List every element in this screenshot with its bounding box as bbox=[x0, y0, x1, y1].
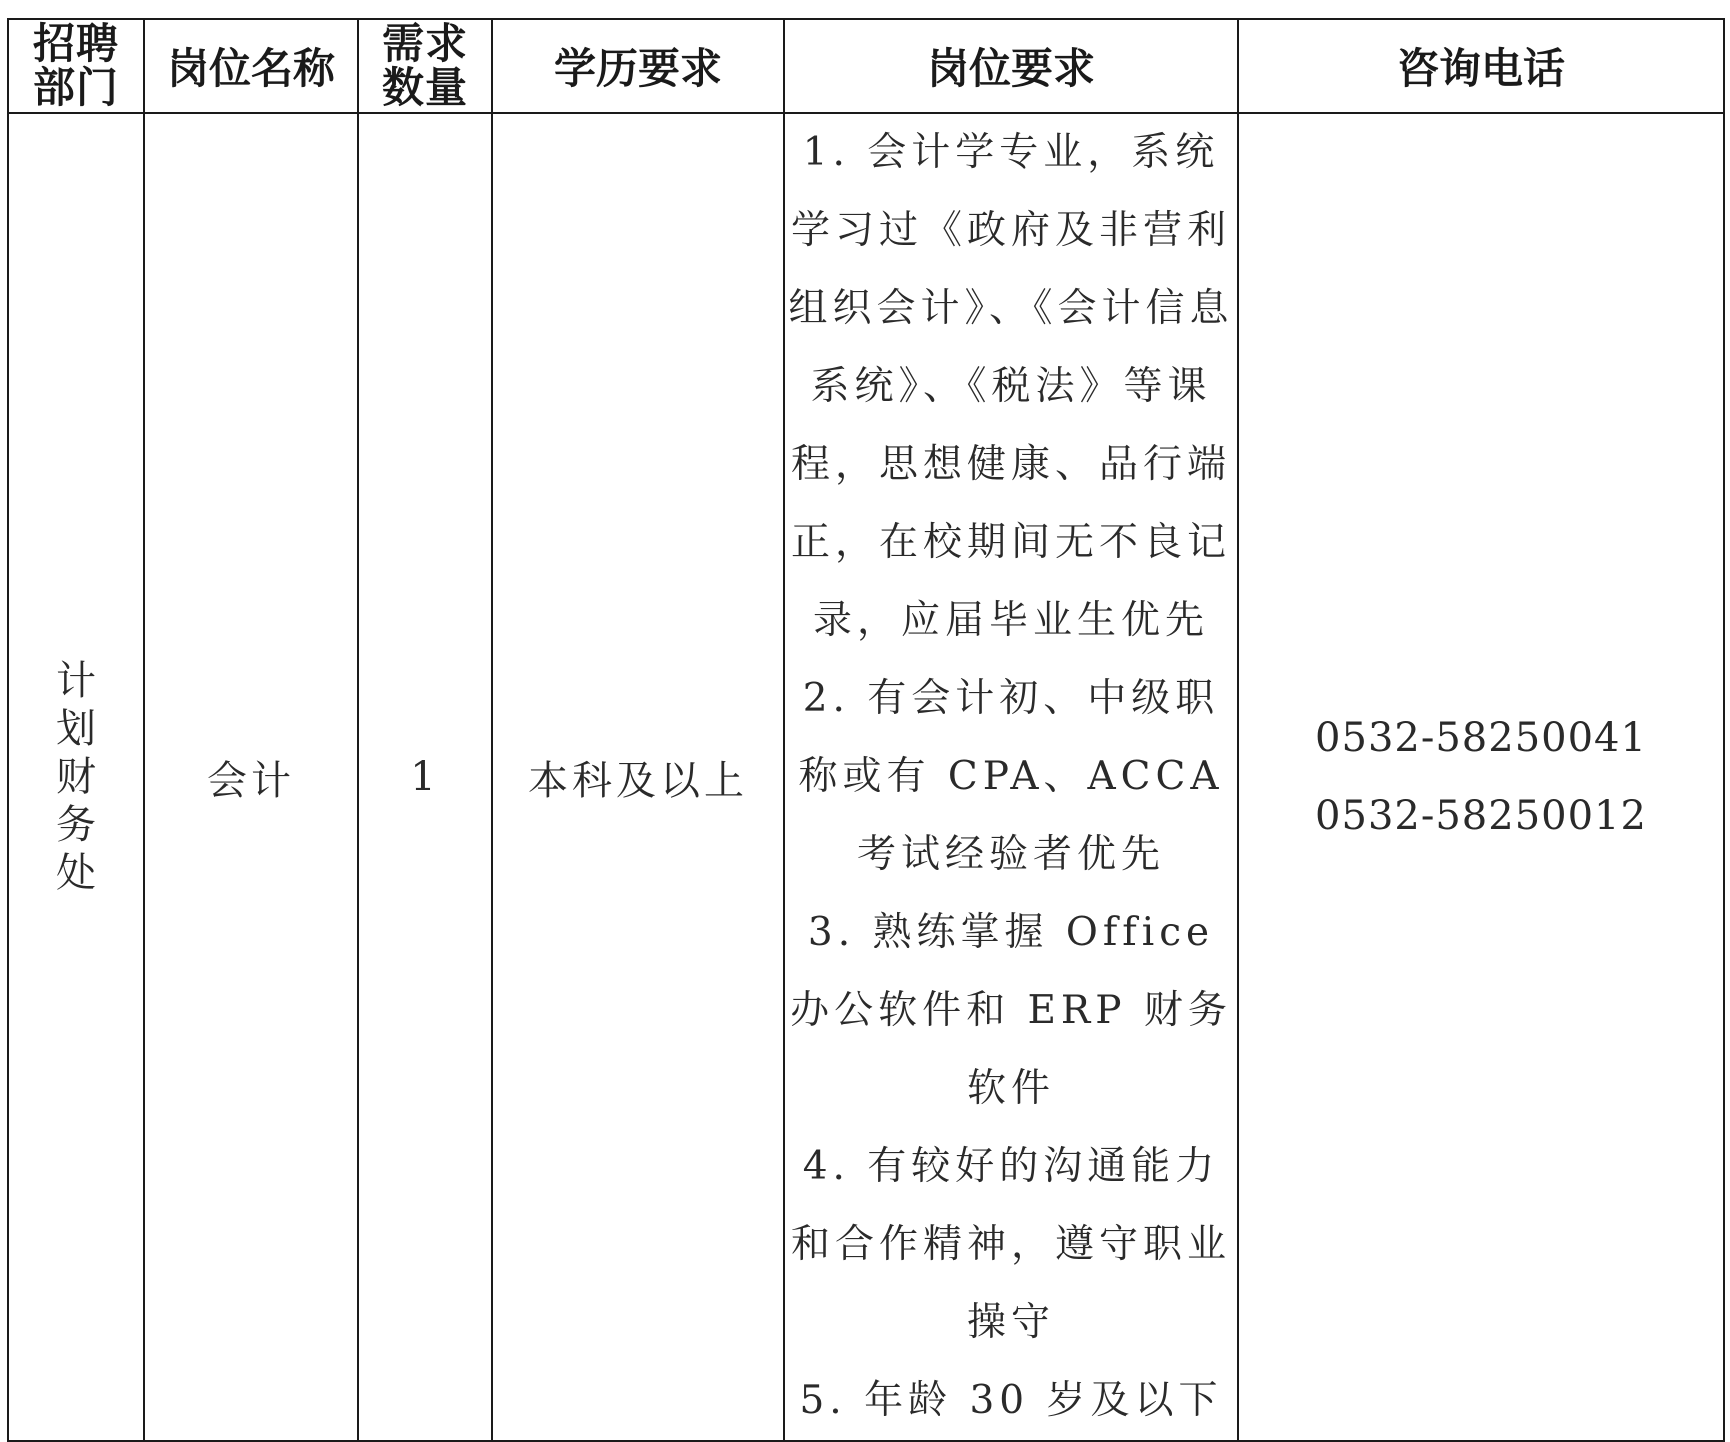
recruitment-table bbox=[7, 18, 1725, 1442]
header-requirements: 岗位要求 bbox=[784, 19, 1238, 113]
table-header-row bbox=[8, 19, 1724, 113]
department-char: 务 bbox=[56, 802, 96, 848]
table-row bbox=[8, 113, 1724, 1441]
cell-phone bbox=[1238, 113, 1724, 1441]
department-char: 计 bbox=[56, 658, 96, 704]
position-value: 会计 bbox=[207, 757, 295, 804]
department-char: 划 bbox=[56, 706, 96, 752]
phone-number: 0532-58250041 bbox=[1315, 715, 1647, 761]
department-vertical-text bbox=[52, 657, 100, 897]
cell-quantity bbox=[358, 113, 492, 1441]
phone-number: 0532-58250012 bbox=[1315, 793, 1647, 839]
cell-position bbox=[144, 113, 358, 1441]
department-char: 财 bbox=[56, 754, 96, 800]
recruitment-table-container bbox=[7, 18, 1723, 1442]
requirement-item: 5. 年龄 30 岁及以下 bbox=[799, 1378, 1223, 1423]
requirement-item: 1. 会计学专业，系统学习过《政府及非营利组织会计》、《会计信息系统》、《税法》等课程，思想健康、品行端正，在校期间无不良记录，应届毕业生优先 bbox=[788, 130, 1234, 643]
header-education: 学历要求 bbox=[492, 19, 784, 113]
header-position: 岗位名称 bbox=[144, 19, 358, 113]
requirement-item: 3. 熟练掌握 Office 办公软件和 ERP 财务软件 bbox=[790, 910, 1232, 1111]
cell-department bbox=[8, 113, 144, 1441]
header-department bbox=[8, 19, 144, 113]
requirement-item: 4. 有较好的沟通能力和合作精神，遵守职业操守 bbox=[790, 1144, 1231, 1345]
header-quantity bbox=[358, 19, 492, 113]
requirement-item: 2. 有会计初、中级职称或有 CPA、ACCA 考试经验者优先 bbox=[798, 676, 1224, 877]
header-quantity-line2: 数量 bbox=[381, 63, 468, 112]
header-phone: 咨询电话 bbox=[1238, 19, 1724, 113]
department-char: 处 bbox=[56, 850, 96, 896]
cell-requirements bbox=[784, 113, 1238, 1441]
quantity-value: 1 bbox=[410, 754, 440, 800]
phone-list bbox=[1239, 699, 1723, 855]
requirements-list bbox=[785, 114, 1237, 1440]
education-value: 本科及以上 bbox=[528, 757, 748, 804]
header-department-line1: 招聘 bbox=[32, 19, 119, 68]
cell-education bbox=[492, 113, 784, 1441]
header-department-line2: 部门 bbox=[32, 63, 119, 112]
header-quantity-line1: 需求 bbox=[381, 19, 468, 68]
